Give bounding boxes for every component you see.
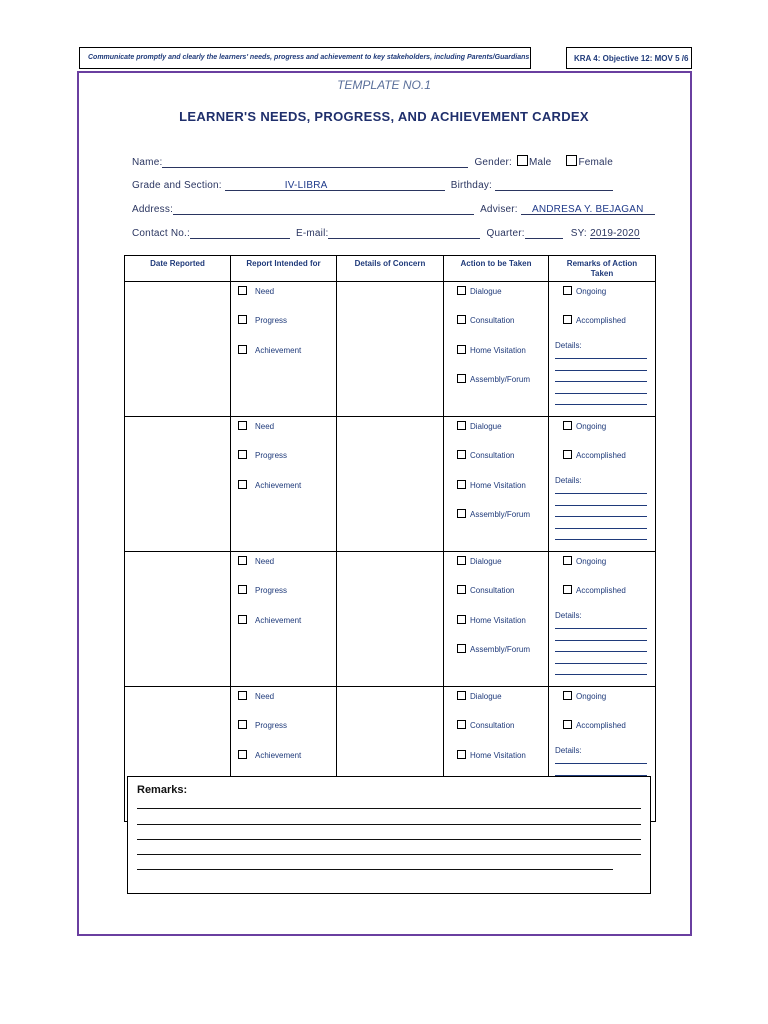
report-option — [238, 556, 274, 566]
action-checkbox[interactable] — [457, 374, 466, 383]
action-checkbox[interactable] — [457, 450, 466, 459]
action-option-label: Consultation — [470, 586, 515, 595]
report-checkbox[interactable] — [238, 315, 247, 324]
action-option-label: Assembly/Forum — [470, 375, 531, 384]
report-option-label: Need — [255, 422, 275, 431]
report-option — [238, 720, 287, 730]
address-adviser-row — [132, 204, 655, 215]
action-checkbox[interactable] — [457, 644, 466, 653]
action-option — [457, 315, 514, 325]
remarks-line[interactable] — [137, 869, 613, 870]
template-number: TEMPLATE NO.1 — [337, 78, 431, 92]
contact-label: Contact No.: — [132, 228, 190, 239]
table-row — [125, 282, 656, 417]
details-line[interactable] — [555, 404, 647, 405]
remarks-action-cell — [549, 417, 656, 552]
report-option-label: Progress — [255, 586, 288, 595]
action-option-label: Dialogue — [470, 692, 502, 701]
action-checkbox[interactable] — [457, 750, 466, 759]
action-option-label: Assembly/Forum — [470, 510, 531, 519]
action-option — [457, 421, 502, 431]
details-concern-cell[interactable] — [337, 552, 444, 687]
action-taken-cell — [444, 552, 549, 687]
table-body — [125, 282, 656, 822]
report-option — [238, 286, 274, 296]
report-intended-cell — [231, 282, 337, 417]
details-line[interactable] — [555, 539, 647, 540]
action-option-label: Consultation — [470, 721, 515, 730]
header-details-concern: Details of Concern — [337, 256, 444, 282]
action-option-label: Home Visitation — [470, 616, 526, 625]
header-date-reported: Date Reported — [125, 256, 231, 282]
details-label: Details: — [555, 341, 582, 350]
report-option — [238, 750, 301, 760]
report-option-label: Achievement — [255, 346, 302, 355]
remark-checkbox[interactable] — [563, 720, 572, 729]
action-checkbox[interactable] — [457, 286, 466, 295]
details-line[interactable] — [555, 381, 647, 382]
action-checkbox[interactable] — [457, 509, 466, 518]
report-option-label: Progress — [255, 316, 288, 325]
report-checkbox[interactable] — [238, 450, 247, 459]
report-checkbox[interactable] — [238, 585, 247, 594]
details-line[interactable] — [555, 370, 647, 371]
action-checkbox[interactable] — [457, 615, 466, 624]
details-label: Details: — [555, 611, 582, 620]
remarks-line[interactable] — [137, 839, 641, 840]
action-option — [457, 556, 502, 566]
table-row — [125, 552, 656, 687]
report-intended-cell — [231, 552, 337, 687]
objective-statement: Communicate promptly and clearly the learners' needs, progress and achievement to key stakeholders, including Parents/Guardians — [88, 54, 530, 61]
action-option — [457, 585, 514, 595]
details-line[interactable] — [555, 763, 647, 764]
remark-option-label: Ongoing — [576, 692, 607, 701]
adviser-field[interactable]: ANDRESA Y. BEJAGAN — [521, 204, 655, 215]
action-option-label: Consultation — [470, 451, 515, 460]
sy-label: SY: — [570, 228, 587, 239]
report-option-label: Need — [255, 287, 275, 296]
details-line[interactable] — [555, 505, 647, 506]
action-option — [457, 750, 526, 760]
action-option — [457, 691, 502, 701]
action-checkbox[interactable] — [457, 345, 466, 354]
email-label: E-mail: — [295, 228, 329, 239]
details-concern-cell[interactable] — [337, 417, 444, 552]
details-label: Details: — [555, 746, 582, 755]
table-header-row — [125, 256, 656, 282]
report-option — [238, 615, 301, 625]
header-report-intended: Report Intended for — [231, 256, 337, 282]
remarks-line[interactable] — [137, 808, 641, 809]
remarks-action-cell — [549, 282, 656, 417]
grade-birthday-row — [132, 180, 613, 191]
report-option — [238, 691, 274, 701]
action-checkbox[interactable] — [457, 421, 466, 430]
remark-option — [563, 585, 626, 595]
address-label: Address: — [132, 204, 174, 215]
action-taken-cell — [444, 417, 549, 552]
name-label: Name: — [132, 157, 163, 168]
remark-option-label: Ongoing — [576, 422, 607, 431]
details-concern-cell[interactable] — [337, 282, 444, 417]
adviser-label: Adviser: — [480, 204, 518, 215]
header-action-taken: Action to be Taken — [444, 256, 549, 282]
action-checkbox[interactable] — [457, 720, 466, 729]
remark-checkbox[interactable] — [563, 450, 572, 459]
remark-option-label: Accomplished — [576, 451, 626, 460]
report-checkbox[interactable] — [238, 345, 247, 354]
remarks-label: Remarks: — [137, 784, 188, 796]
details-line[interactable] — [555, 516, 647, 517]
details-line[interactable] — [555, 393, 647, 394]
details-line[interactable] — [555, 628, 647, 629]
action-option-label: Home Visitation — [470, 751, 526, 760]
report-checkbox[interactable] — [238, 556, 247, 565]
action-option-label: Dialogue — [470, 287, 502, 296]
report-option-label: Achievement — [255, 616, 302, 625]
address-field[interactable] — [173, 204, 474, 215]
kra-box — [566, 47, 692, 69]
details-line[interactable] — [555, 674, 647, 675]
details-line[interactable] — [555, 528, 647, 529]
report-option-label: Progress — [255, 451, 288, 460]
report-option-label: Achievement — [255, 481, 302, 490]
action-option-label: Assembly/Forum — [470, 645, 531, 654]
remark-option-label: Ongoing — [576, 557, 607, 566]
action-option — [457, 615, 526, 625]
contact-row — [132, 228, 640, 239]
report-option-label: Need — [255, 692, 275, 701]
action-option-label: Home Visitation — [470, 481, 526, 490]
report-intended-cell — [231, 417, 337, 552]
details-label: Details: — [555, 476, 582, 485]
remark-option — [563, 315, 626, 325]
remark-checkbox[interactable] — [563, 315, 572, 324]
action-taken-cell — [444, 282, 549, 417]
action-option — [457, 374, 530, 384]
report-option-label: Progress — [255, 721, 288, 730]
report-checkbox[interactable] — [238, 286, 247, 295]
report-checkbox[interactable] — [238, 480, 247, 489]
grade-label: Grade and Section: — [132, 180, 222, 191]
quarter-field[interactable] — [525, 228, 563, 239]
remark-checkbox[interactable] — [563, 421, 572, 430]
female-checkbox[interactable] — [566, 155, 577, 166]
male-label: Male — [528, 157, 552, 168]
report-checkbox[interactable] — [238, 750, 247, 759]
report-option — [238, 450, 287, 460]
remark-option — [563, 450, 626, 460]
remark-option — [563, 421, 606, 431]
cardex-table — [124, 255, 656, 822]
remark-checkbox[interactable] — [563, 286, 572, 295]
name-gender-row — [132, 155, 613, 168]
action-option — [457, 450, 514, 460]
male-checkbox[interactable] — [517, 155, 528, 166]
page-title: LEARNER'S NEEDS, PROGRESS, AND ACHIEVEMENT CARDEX — [179, 109, 589, 124]
quarter-label: Quarter: — [486, 228, 525, 239]
grade-field[interactable]: IV-LIBRA — [225, 180, 445, 191]
report-option — [238, 585, 287, 595]
remark-checkbox[interactable] — [563, 585, 572, 594]
remark-option-label: Accomplished — [576, 586, 626, 595]
date-reported-cell[interactable] — [125, 552, 231, 687]
report-checkbox[interactable] — [238, 421, 247, 430]
details-line[interactable] — [555, 358, 647, 359]
date-reported-cell[interactable] — [125, 282, 231, 417]
report-option — [238, 345, 301, 355]
report-option — [238, 315, 287, 325]
action-option — [457, 480, 526, 490]
details-line[interactable] — [555, 640, 647, 641]
action-checkbox[interactable] — [457, 480, 466, 489]
action-option-label: Home Visitation — [470, 346, 526, 355]
female-label: Female — [578, 157, 613, 168]
sy-field[interactable]: 2019-2020 — [590, 228, 640, 239]
action-checkbox[interactable] — [457, 691, 466, 700]
birthday-label: Birthday: — [450, 180, 493, 191]
remark-option — [563, 720, 626, 730]
remark-option — [563, 286, 606, 296]
email-field[interactable] — [328, 228, 480, 239]
action-option — [457, 345, 526, 355]
birthday-field[interactable] — [495, 180, 613, 191]
table-row — [125, 417, 656, 552]
report-checkbox[interactable] — [238, 615, 247, 624]
action-checkbox[interactable] — [457, 315, 466, 324]
details-line[interactable] — [555, 493, 647, 494]
details-line[interactable] — [555, 663, 647, 664]
remark-option — [563, 691, 606, 701]
remarks-box — [127, 776, 651, 894]
report-checkbox[interactable] — [238, 691, 247, 700]
action-option — [457, 509, 530, 519]
details-line[interactable] — [555, 651, 647, 652]
report-option-label: Need — [255, 557, 275, 566]
action-option — [457, 720, 514, 730]
header-remarks-action: Remarks of Action Taken — [549, 256, 656, 282]
report-option-label: Achievement — [255, 751, 302, 760]
remarks-line[interactable] — [137, 854, 641, 855]
contact-field[interactable] — [190, 228, 290, 239]
remark-option-label: Accomplished — [576, 721, 626, 730]
action-checkbox[interactable] — [457, 585, 466, 594]
remarks-line[interactable] — [137, 824, 641, 825]
action-checkbox[interactable] — [457, 556, 466, 565]
remarks-action-cell — [549, 552, 656, 687]
remark-option-label: Ongoing — [576, 287, 607, 296]
remark-option-label: Accomplished — [576, 316, 626, 325]
kra-label: KRA 4: Objective 12: MOV 5 /6 — [574, 54, 689, 63]
objective-statement-box — [79, 47, 531, 69]
report-checkbox[interactable] — [238, 720, 247, 729]
action-option-label: Consultation — [470, 316, 515, 325]
action-option — [457, 286, 502, 296]
action-option-label: Dialogue — [470, 422, 502, 431]
action-option — [457, 644, 530, 654]
remark-option — [563, 556, 606, 566]
remark-checkbox[interactable] — [563, 556, 572, 565]
date-reported-cell[interactable] — [125, 417, 231, 552]
report-option — [238, 480, 301, 490]
name-field[interactable] — [162, 157, 468, 168]
remark-checkbox[interactable] — [563, 691, 572, 700]
gender-label: Gender: — [474, 157, 512, 168]
report-option — [238, 421, 274, 431]
action-option-label: Dialogue — [470, 557, 502, 566]
